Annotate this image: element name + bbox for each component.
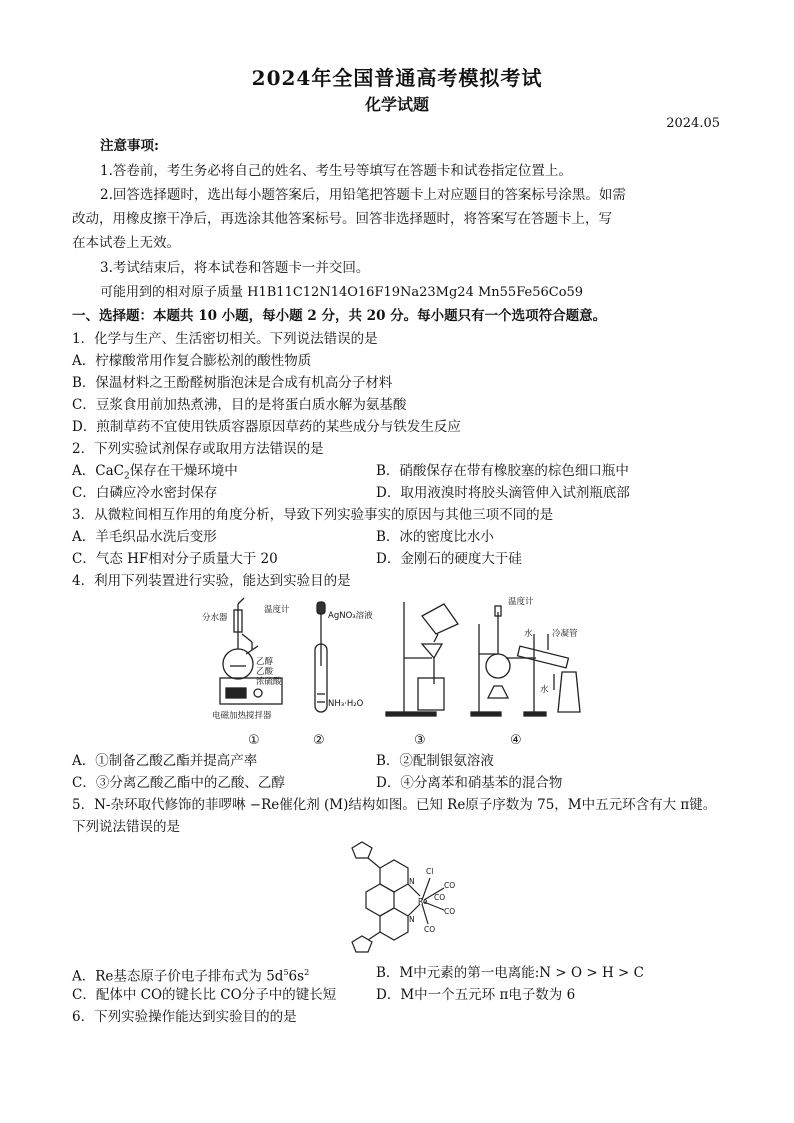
q3-option-d: D．金刚石的硬度大于硅	[376, 551, 522, 567]
q1-stem: 1．化学与生产、生活密切相关。下列说法错误的是	[72, 331, 378, 347]
atomic-masses: 可能用到的相对原子质量 H1B11C12N14O16F19Na23Mg24 Mn55Fe56Co59	[100, 285, 584, 300]
q5-option-a	[72, 963, 309, 987]
q4-option-a: A．①制备乙酸乙酯并提高产率	[72, 753, 258, 769]
notice-heading: 注意事项:	[100, 138, 159, 154]
q3-option-a: A．羊毛织品水洗后变形	[72, 529, 217, 545]
q2-option-d: D．取用液溴时将胶头滴管伸入试剂瓶底部	[376, 485, 630, 501]
label-water-in: 水	[524, 629, 533, 639]
q1-option-c: C．豆浆食用前加热煮沸，目的是将蛋白质水解为氨基酸	[72, 397, 407, 413]
notice-item-3: 3.考试结束后，将本试卷和答题卡一并交回。	[100, 260, 370, 276]
atom-n-1: N	[409, 877, 415, 886]
label-fenshuiqi: 分水器	[202, 613, 228, 623]
figure-number-4: ④	[510, 733, 522, 748]
q6-stem: 6．下列实验操作能达到实验目的的是	[72, 1009, 297, 1025]
ligand-co-2: CO	[444, 907, 456, 916]
figure-number-1: ①	[248, 733, 260, 748]
q4-stem: 4．利用下列装置进行实验，能达到实验目的是	[72, 573, 351, 589]
label-stirrer: 电磁加热搅拌器	[212, 711, 272, 721]
label-acetic-acid: 乙酸	[256, 667, 274, 677]
q4-option-b: B．②配制银氨溶液	[376, 753, 494, 769]
atom-re: Re	[418, 897, 428, 906]
figure-number-2: ②	[313, 733, 325, 748]
q5-a-prefix: A．Re基态原子价电子排布式为 5d	[72, 968, 284, 985]
q5-stem-line-2: 下列说法错误的是	[72, 819, 180, 835]
notice-item-2-line-2: 改动，用橡皮擦干净后，再选涂其他答案标号。回答非选择题时，将答案写在答题卡上，写	[72, 211, 612, 227]
label-thermometer-1: 温度计	[264, 605, 290, 615]
q3-option-b: B．冰的密度比水小	[376, 529, 494, 545]
q5-option-d: D．M中一个五元环 π电子数为 6	[376, 987, 576, 1003]
flask-1	[223, 649, 253, 679]
pyrrole-ring-bottom	[352, 936, 372, 952]
q2-a-suffix: 保存在干燥环境中	[129, 463, 238, 479]
q1-option-d: D．煎制草药不宜使用铁质容器原因草药的某些成分与铁发生反应	[72, 419, 461, 435]
label-ammonia: NH₃·H₂O	[328, 699, 364, 709]
q4-option-c: C．③分离乙酸乙酯中的乙酸、乙醇	[72, 775, 285, 791]
q2-option-c: C．白磷应冷水密封保存	[72, 485, 218, 501]
q3-option-c: C．气态 HF相对分子质量大于 20	[72, 551, 278, 567]
q3-stem: 3．从微粒间相互作用的角度分析，导致下列实验事实的原因与其他三项不同的是	[72, 507, 554, 523]
ligand-co-1: CO	[444, 881, 456, 890]
notice-item-2-line-3: 在本试卷上无效。	[72, 235, 180, 251]
figure-number-3: ③	[414, 733, 426, 748]
label-water-out: 水	[540, 685, 549, 695]
ligand-co-4: CO	[434, 893, 446, 902]
q1-option-b: B．保温材料之王酚醛树脂泡沫是合成有机高分子材料	[72, 375, 393, 391]
q4-option-d: D．④分离苯和硝基苯的混合物	[376, 775, 563, 791]
atom-n-2: N	[409, 915, 415, 924]
ligand-cl: Cl	[426, 867, 434, 876]
section-1-heading: 一、选择题：本题共 10 小题，每小题 2 分，共 20 分。每小题只有一个选项符合题意。	[72, 308, 607, 324]
q5-option-b: B．M中元素的第一电离能:N > O > H > C	[376, 965, 644, 981]
label-condenser: 冷凝管	[552, 629, 578, 639]
pyridine-ring-top	[380, 860, 408, 892]
exam-title: 2024年全国普通高考模拟考试	[251, 66, 543, 90]
pyrrole-ring-top	[352, 842, 372, 858]
q5-molecule-structure	[340, 838, 460, 960]
q5-a-mid: 6s	[288, 968, 305, 985]
q2-option-b: B．硝酸保存在带有橡胶塞的棕色细口瓶中	[376, 463, 629, 479]
label-ethanol: 乙醇	[256, 657, 274, 667]
q4-apparatus-figure	[196, 594, 586, 750]
q5-option-c: C．配体中 CO的键长比 CO分子中的键长短	[72, 987, 337, 1003]
pyridine-ring-bottom	[380, 908, 408, 940]
q5-a-sup-1: 5	[283, 968, 289, 977]
label-agno3: AgNO₃溶液	[328, 611, 373, 621]
ligand-co-3: CO	[424, 925, 436, 934]
exam-subtitle: 化学试题	[364, 95, 429, 114]
q5-stem-line-1: 5．N-杂环取代修饰的菲啰啉 −Re催化剂 (M)结构如图。已知 Re原子序数为 75，M中五元环含有大 π键。	[72, 797, 717, 813]
q1-option-a: A．柠檬酸常用作复合膨松剂的酸性物质	[72, 353, 312, 369]
notice-item-1: 1.答卷前，考生务必将自己的姓名、考生号等填写在答题卡和试卷指定位置上。	[100, 163, 572, 179]
label-thermometer-4: 温度计	[508, 597, 534, 607]
q2-a-prefix: A．CaC	[72, 463, 124, 479]
label-sulfuric-acid: 浓硫酸	[256, 677, 282, 687]
q5-a-sup-2: 2	[304, 968, 310, 977]
notice-item-2-line-1: 2.回答选择题时，选出每小题答案后，用铅笔把答题卡上对应题目的答案标号涂黑。如需	[100, 187, 626, 203]
q2-a-sub: 2	[123, 471, 130, 482]
q2-stem: 2．下列实验试剂保存或取用方法错误的是	[72, 441, 324, 457]
exam-date: 2024.05	[666, 116, 720, 131]
